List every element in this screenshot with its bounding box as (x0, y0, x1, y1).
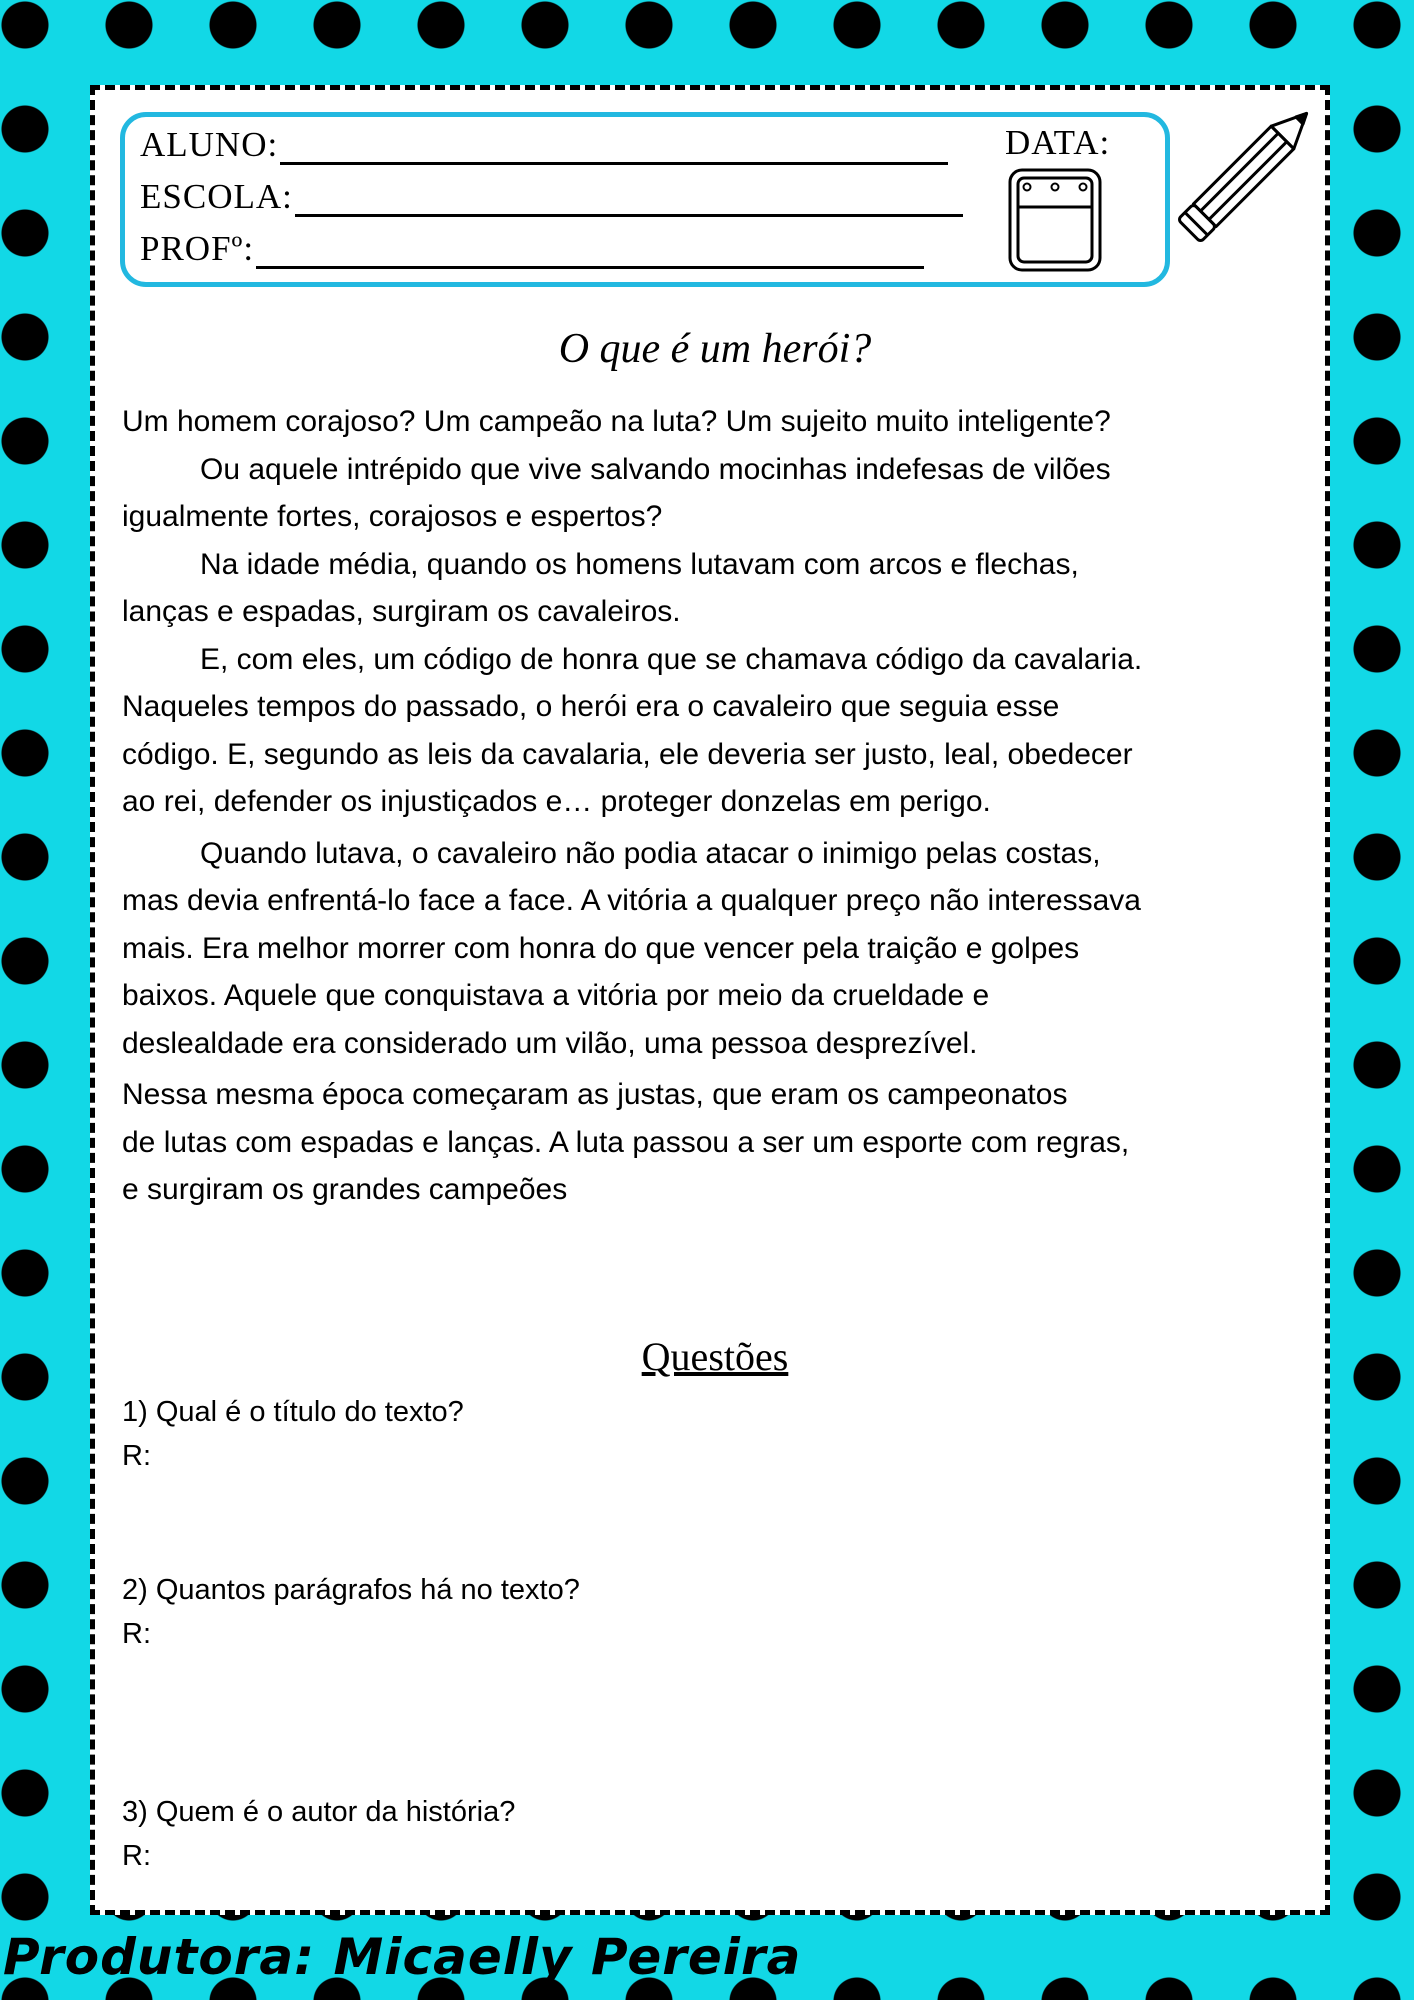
aluno-label: ALUNO: (140, 125, 279, 164)
student-info-box (120, 112, 1170, 287)
aluno-row (140, 125, 948, 165)
text-line: de lutas com espadas e lanças. A luta passou a ser um esporte com regras, (122, 1125, 1130, 1159)
question-text: 2) Quantos parágrafos há no texto? (122, 1574, 580, 1606)
text-line: código. E, segundo as leis da cavalaria, ele deveria ser justo, leal, obedecer (122, 737, 1133, 771)
text-line: Ou aquele intrépido que vive salvando mocinhas indefesas de vilões (200, 452, 1111, 486)
aluno-field[interactable] (280, 132, 948, 165)
escola-field[interactable] (295, 184, 963, 217)
prof-field[interactable] (256, 236, 924, 269)
escola-label: ESCOLA: (140, 177, 293, 216)
text-line: lanças e espadas, surgiram os cavaleiros. (122, 595, 681, 628)
page-title: O que é um herói? (558, 326, 872, 372)
worksheet-page (90, 85, 1330, 1915)
text-line: Um homem corajoso? Um campeão na luta? Um sujeito muito inteligente? (122, 405, 1111, 438)
pencil-icon (1170, 90, 1330, 250)
answer-label[interactable]: R: (122, 1618, 151, 1650)
question-item (122, 1568, 580, 1656)
question-item (122, 1790, 515, 1878)
text-line: Quando lutava, o cavaleiro não podia atacar o inimigo pelas costas, (200, 836, 1101, 870)
reading-text (122, 398, 1322, 1214)
prof-row (140, 229, 924, 269)
answer-label[interactable]: R: (122, 1840, 151, 1872)
producer-credit: Produtora: Micaelly Pereira (3, 1928, 802, 1986)
question-text: 3) Quem é o autor da história? (122, 1796, 516, 1828)
text-line: ao rei, defender os injustiçados e… proteger donzelas em perigo. (122, 785, 991, 818)
questions-title: Questões (641, 1334, 789, 1379)
question-text: 1) Qual é o título do texto? (122, 1396, 464, 1428)
text-line: Nessa mesma época começaram as justas, que eram os campeonatos (122, 1078, 1068, 1111)
text-line: mas devia enfrentá-lo face a face. A vitória a qualquer preço não interessava (122, 884, 1141, 917)
text-line: Na idade média, quando os homens lutavam com arcos e flechas, (200, 547, 1079, 581)
text-line: mais. Era melhor morrer com honra do que vencer pela traição e golpes (122, 931, 1080, 965)
text-line: E, com eles, um código de honra que se chamava código da cavalaria. (200, 642, 1143, 676)
calendar-icon[interactable] (1005, 165, 1105, 275)
answer-label[interactable]: R: (122, 1440, 151, 1472)
data-label: DATA: (1005, 123, 1111, 162)
text-line: Naqueles tempos do passado, o herói era o cavaleiro que seguia esse (122, 690, 1060, 723)
text-line: deslealdade era considerado um vilão, uma pessoa desprezível. (122, 1026, 978, 1060)
text-line: e surgiram os grandes campeões (122, 1173, 568, 1206)
prof-label: PROFº: (140, 229, 255, 268)
text-line: baixos. Aquele que conquistava a vitória por meio da crueldade e (122, 979, 990, 1012)
question-item (122, 1390, 464, 1478)
escola-row (140, 177, 963, 217)
text-line: igualmente fortes, corajosos e espertos? (122, 500, 663, 533)
